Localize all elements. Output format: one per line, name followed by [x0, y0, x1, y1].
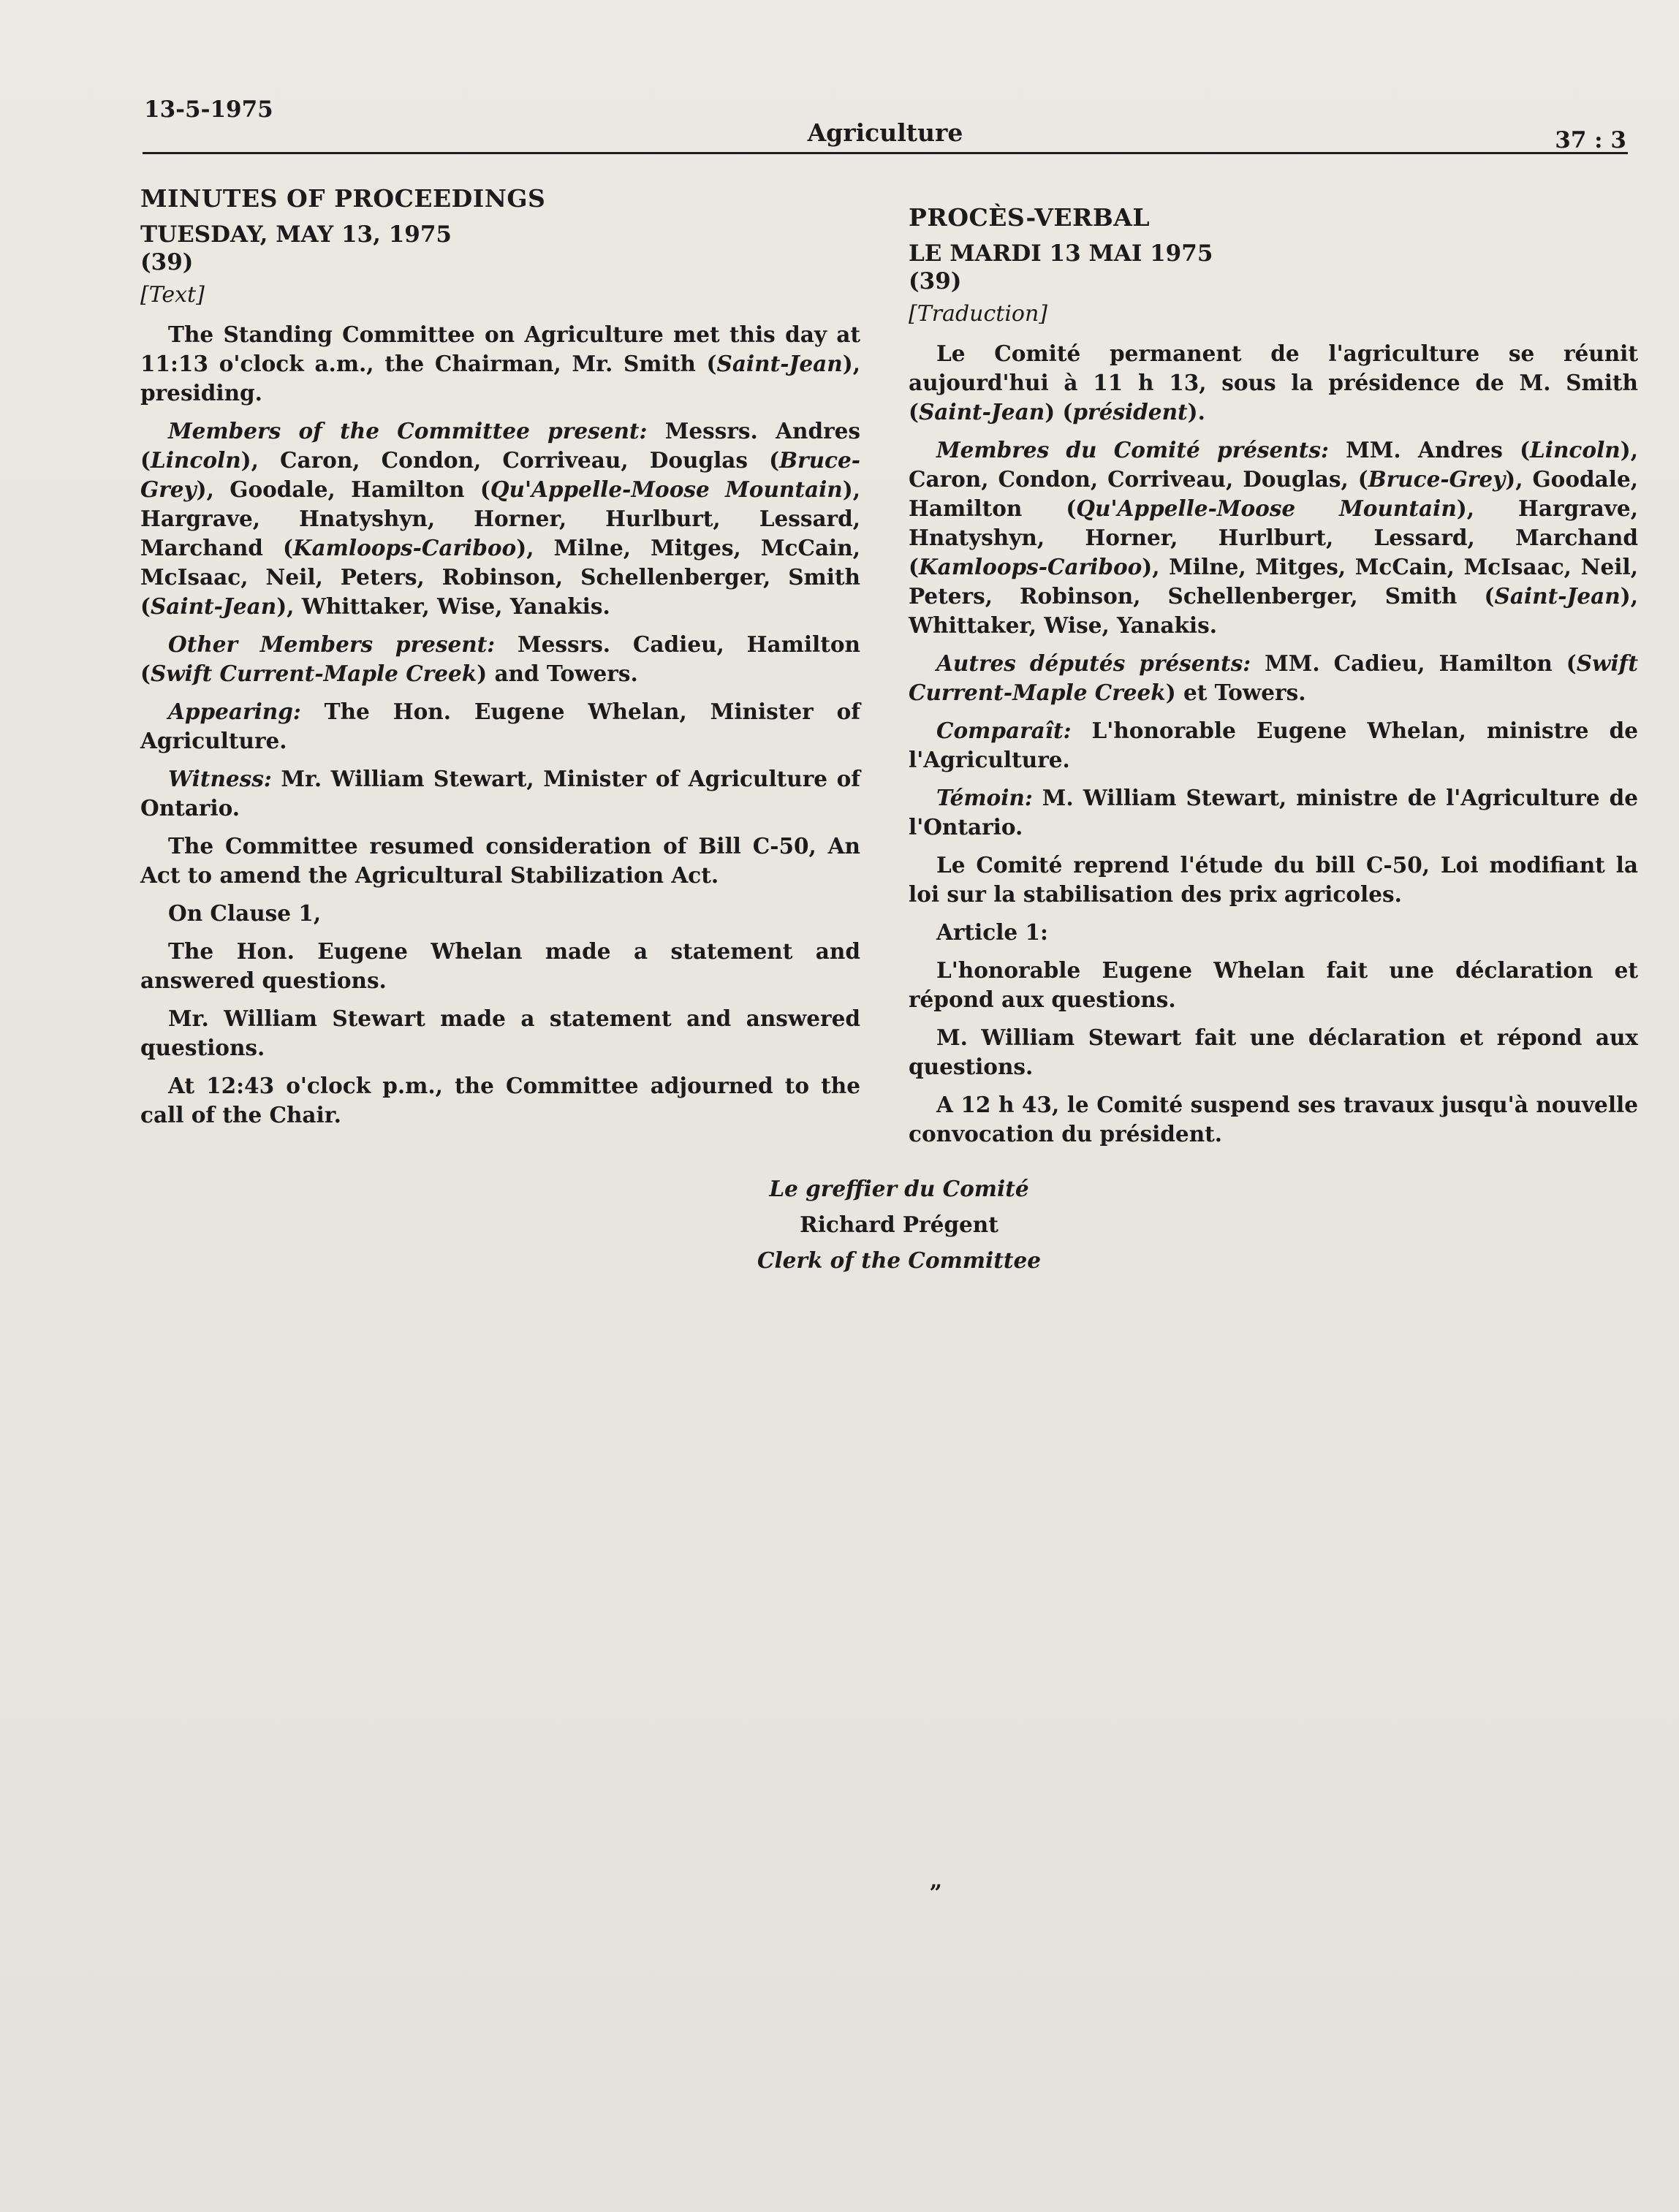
english-date: TUESDAY, MAY 13, 1975	[140, 221, 452, 248]
french-text-tag: [Traduction]	[909, 301, 1048, 327]
french-paragraph: Le Comité permanent de l'agriculture se réunit aujourd'hui à 11 h 13, sous la présidence de M. Smith (Saint-Jean) (président).	[909, 341, 1638, 425]
running-header	[143, 94, 1628, 154]
stray-mark: „	[930, 1868, 943, 1893]
clerk-title-french: Le greffier du Comité	[769, 1176, 1029, 1201]
english-paragraph: The Standing Committee on Agriculture met this day at 11:13 o'clock a.m., the Chairman, Mr. Smith (Saint-Jean), presiding.	[140, 322, 860, 406]
english-witness: Witness: Mr. William Stewart, Minister of Agriculture of Ontario.	[140, 766, 860, 821]
english-paragraph: Mr. William Stewart made a statement and answered questions.	[140, 1006, 860, 1060]
french-members-present: Membres du Comité présents: MM. Andres (Lincoln), Caron, Condon, Corriveau, Douglas, (Bruce-Grey), Goodale, Hamilton (Qu'Appelle-Moose Mountain), Hargrave, Hnatyshyn, Horner, Hurlburt, Lessard, Marchand (Kamloops-Cariboo), Milne, Mitges, McCain, McIsaac, Neil, Peters, Robinson, Schellenberger, Smith (Saint-Jean), Whittaker, Wise, Yanakis.	[909, 437, 1638, 638]
french-meeting-number: (39)	[909, 268, 962, 294]
clerk-title-english: Clerk of the Committee	[757, 1247, 1042, 1273]
clerk-signature-block	[702, 1171, 1096, 1278]
french-other-members: Autres députés présents: MM. Cadieu, Hamilton (Swift Current-Maple Creek) et Towers.	[909, 650, 1638, 705]
english-meeting-number: (39)	[140, 249, 194, 275]
page-number: 37 : 3	[1555, 127, 1626, 153]
french-heading: PROCÈS-VERBAL	[909, 203, 1151, 232]
english-appearing: Appearing: The Hon. Eugene Whelan, Minister of Agriculture.	[140, 699, 860, 753]
clerk-name: Richard Prégent	[800, 1212, 998, 1237]
french-paragraph: L'honorable Eugene Whelan fait une déclaration et répond aux questions.	[909, 957, 1638, 1012]
french-clause: Article 1:	[936, 919, 1048, 945]
english-column	[140, 184, 860, 1139]
english-heading: MINUTES OF PROCEEDINGS	[140, 184, 546, 213]
french-appearing: Comparaît: L'honorable Eugene Whelan, ministre de l'Agriculture.	[909, 718, 1638, 772]
english-other-members: Other Members present: Messrs. Cadieu, Hamilton (Swift Current-Maple Creek) and Towers.	[140, 631, 860, 686]
header-title: Agriculture	[807, 118, 963, 147]
french-paragraph: M. William Stewart fait une déclaration et répond aux questions.	[909, 1025, 1638, 1079]
english-paragraph: The Committee resumed consideration of Bill C-50, An Act to amend the Agricultural Stabilization Act.	[140, 833, 860, 888]
french-column	[909, 184, 1638, 1158]
french-paragraph: Le Comité reprend l'étude du bill C-50, Loi modifiant la loi sur la stabilisation des prix agricoles.	[909, 852, 1638, 907]
english-paragraph: The Hon. Eugene Whelan made a statement and answered questions.	[140, 938, 860, 993]
french-adjournment: A 12 h 43, le Comité suspend ses travaux jusqu'à nouvelle convocation du président.	[909, 1092, 1638, 1147]
header-date: 13-5-1975	[144, 96, 273, 123]
english-adjournment: At 12:43 o'clock p.m., the Committee adjourned to the call of the Chair.	[140, 1073, 860, 1128]
french-witness: Témoin: M. William Stewart, ministre de l'Agriculture de l'Ontario.	[909, 785, 1638, 840]
french-date: LE MARDI 13 MAI 1975	[909, 240, 1213, 267]
english-clause: On Clause 1,	[168, 900, 322, 926]
english-members-present: Members of the Committee present: Messrs. Andres (Lincoln), Caron, Condon, Corriveau, Douglas (Bruce-Grey), Goodale, Hamilton (Qu'Appelle-Moose Mountain), Hargrave, Hnatyshyn, Horner, Hurlburt, Lessard, Marchand (Kamloops-Cariboo), Milne, Mitges, McCain, McIsaac, Neil, Peters, Robinson, Schellenberger, Smith (Saint-Jean), Whittaker, Wise, Yanakis.	[140, 418, 860, 619]
english-text-tag: [Text]	[140, 282, 205, 308]
